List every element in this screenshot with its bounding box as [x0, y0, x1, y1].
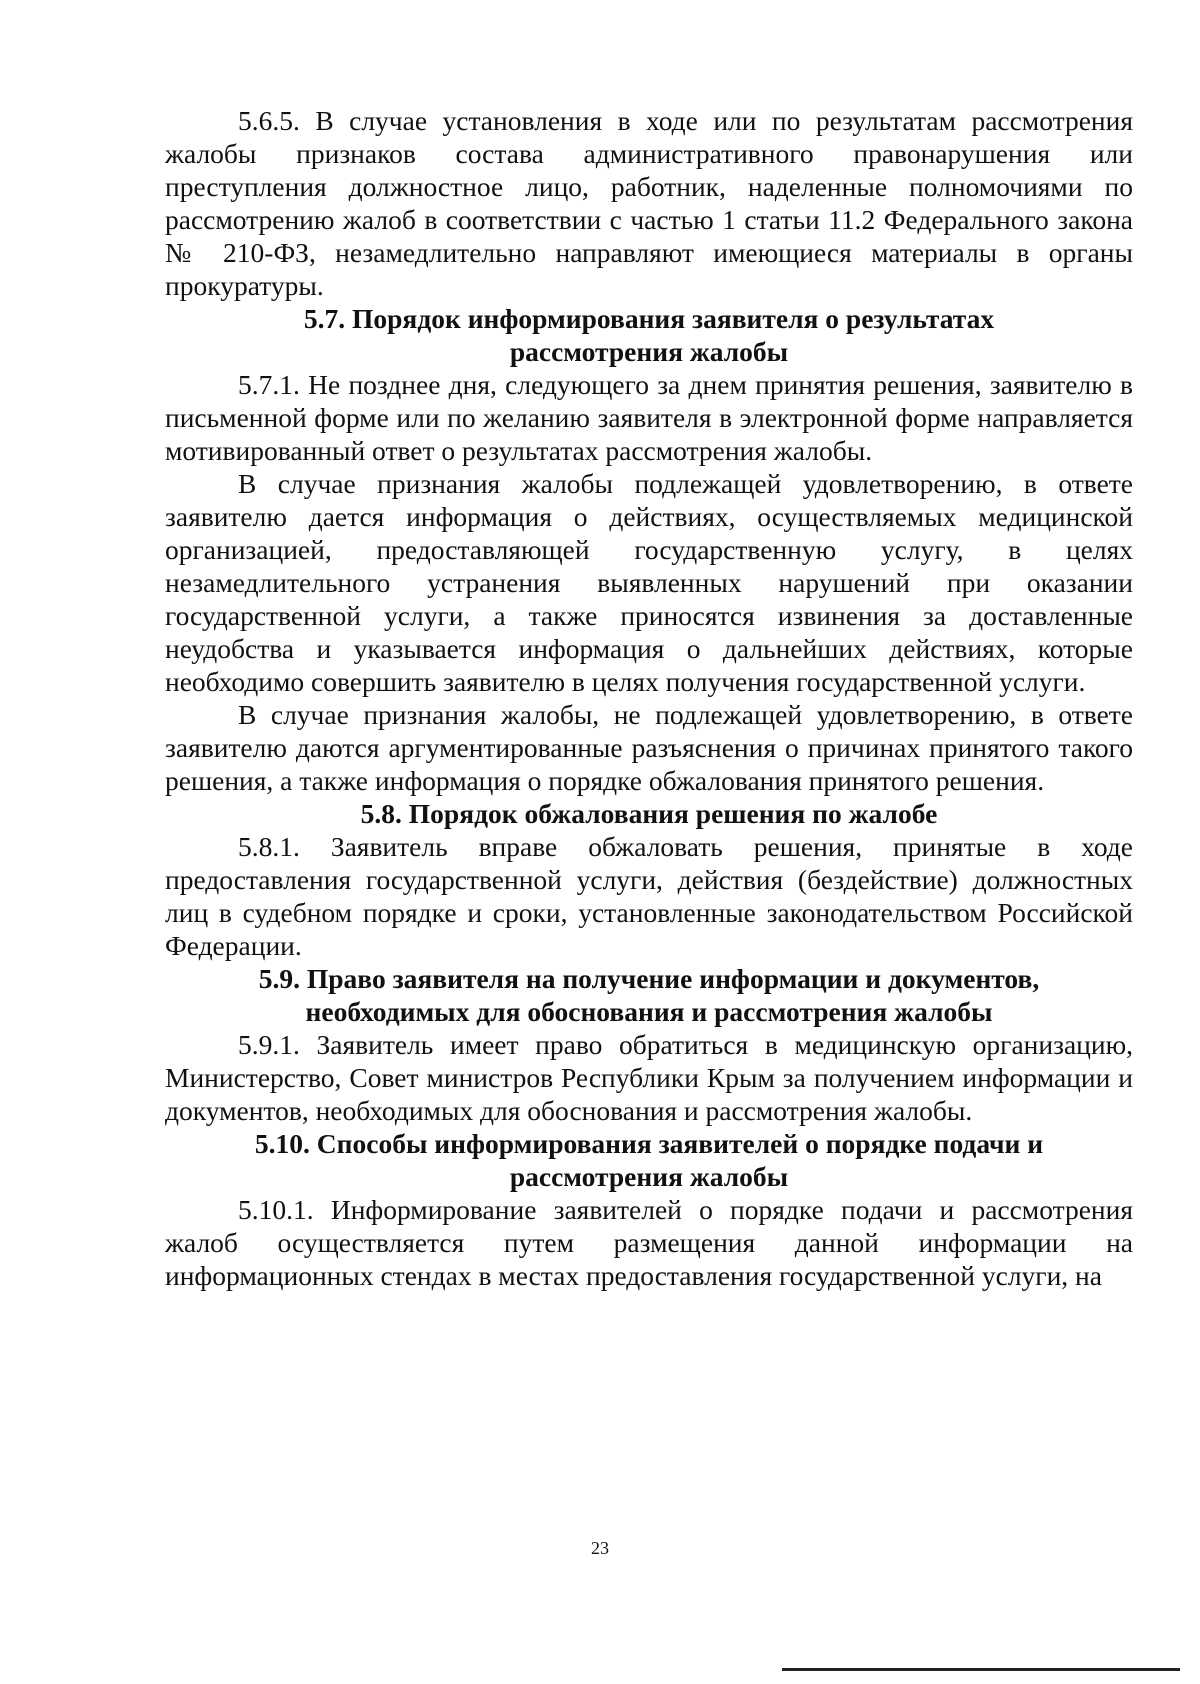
paragraph-5-7-1: 5.7.1. Не позднее дня, следующего за днем принятия решения, заявителю в письменной форме или по желанию заявителя в электронной форме направляется мотивированный ответ о результатах рассмотрения жалобы. — [165, 369, 1133, 466]
paragraph-5-8-1: 5.8.1. Заявитель вправе обжаловать решения, принятые в ходе предоставления государственной услуги, действия (бездействие) должностных лиц в судебном порядке и сроки, установленные законодательством Российской Федерации. — [165, 831, 1133, 961]
footer-divider — [782, 1668, 1180, 1671]
section-heading-5-8 — [165, 797, 1133, 830]
paragraph-5-9-1: 5.9.1. Заявитель имеет право обратиться в медицинскую организацию, Министерство, Совет министров Республики Крым за получением информации и документов, необходимых для обоснования и рассмотрения жалобы. — [165, 1029, 1133, 1126]
paragraph-5-7-1-rejected: В случае признания жалобы, не подлежащей удовлетворению, в ответе заявителю даются аргументированные разъяснения о причинах принятого такого решения, а также информация о порядке обжалования принятого решения. — [165, 699, 1133, 796]
page-number: 23 — [591, 1538, 609, 1558]
page-body — [165, 104, 1133, 1292]
section-heading-5-9 — [165, 962, 1133, 1028]
heading-line: рассмотрения жалобы — [509, 1161, 789, 1192]
heading-line: 5.7. Порядок информирования заявителя о результатах — [303, 303, 995, 334]
heading-line: необходимых для обоснования и рассмотрения жалобы — [305, 996, 993, 1027]
paragraph-5-10-1: 5.10.1. Информирование заявителей о порядке подачи и рассмотрения жалоб осуществляется путем размещения данной информации на информационных стендах в местах предоставления государственной услуги, на — [165, 1194, 1133, 1291]
heading-line: 5.10. Способы информирования заявителей о порядке подачи и — [254, 1128, 1044, 1159]
paragraph-5-7-1-satisfied: В случае признания жалобы подлежащей удовлетворению, в ответе заявителю дается информация о действиях, осуществляемых медицинской организацией, предоставляющей государственную услугу, в целях незамедлительного устранения выявленных нарушений при оказании государственной услуги, а также приносятся извинения за доставленные неудобства и указывается информация о дальнейших действиях, которые необходимо совершить заявителю в целях получения государственной услуги. — [165, 468, 1133, 697]
heading-line: рассмотрения жалобы — [509, 336, 789, 367]
heading-line: 5.9. Право заявителя на получение информации и документов, — [258, 963, 1040, 994]
section-heading-5-10 — [165, 1127, 1133, 1193]
heading-line: 5.8. Порядок обжалования решения по жалобе — [360, 798, 938, 829]
section-heading-5-7 — [165, 302, 1133, 368]
paragraph-5-6-5: 5.6.5. В случае установления в ходе или по результатам рассмотрения жалобы признаков состава административного правонарушения или преступления должностное лицо, работник, наделенные полномочиями по рассмотрению жалоб в соответствии с частью 1 статьи 11.2 Федерального закона № 210-ФЗ, незамедлительно направляют имеющиеся материалы в органы прокуратуры. — [165, 105, 1133, 301]
